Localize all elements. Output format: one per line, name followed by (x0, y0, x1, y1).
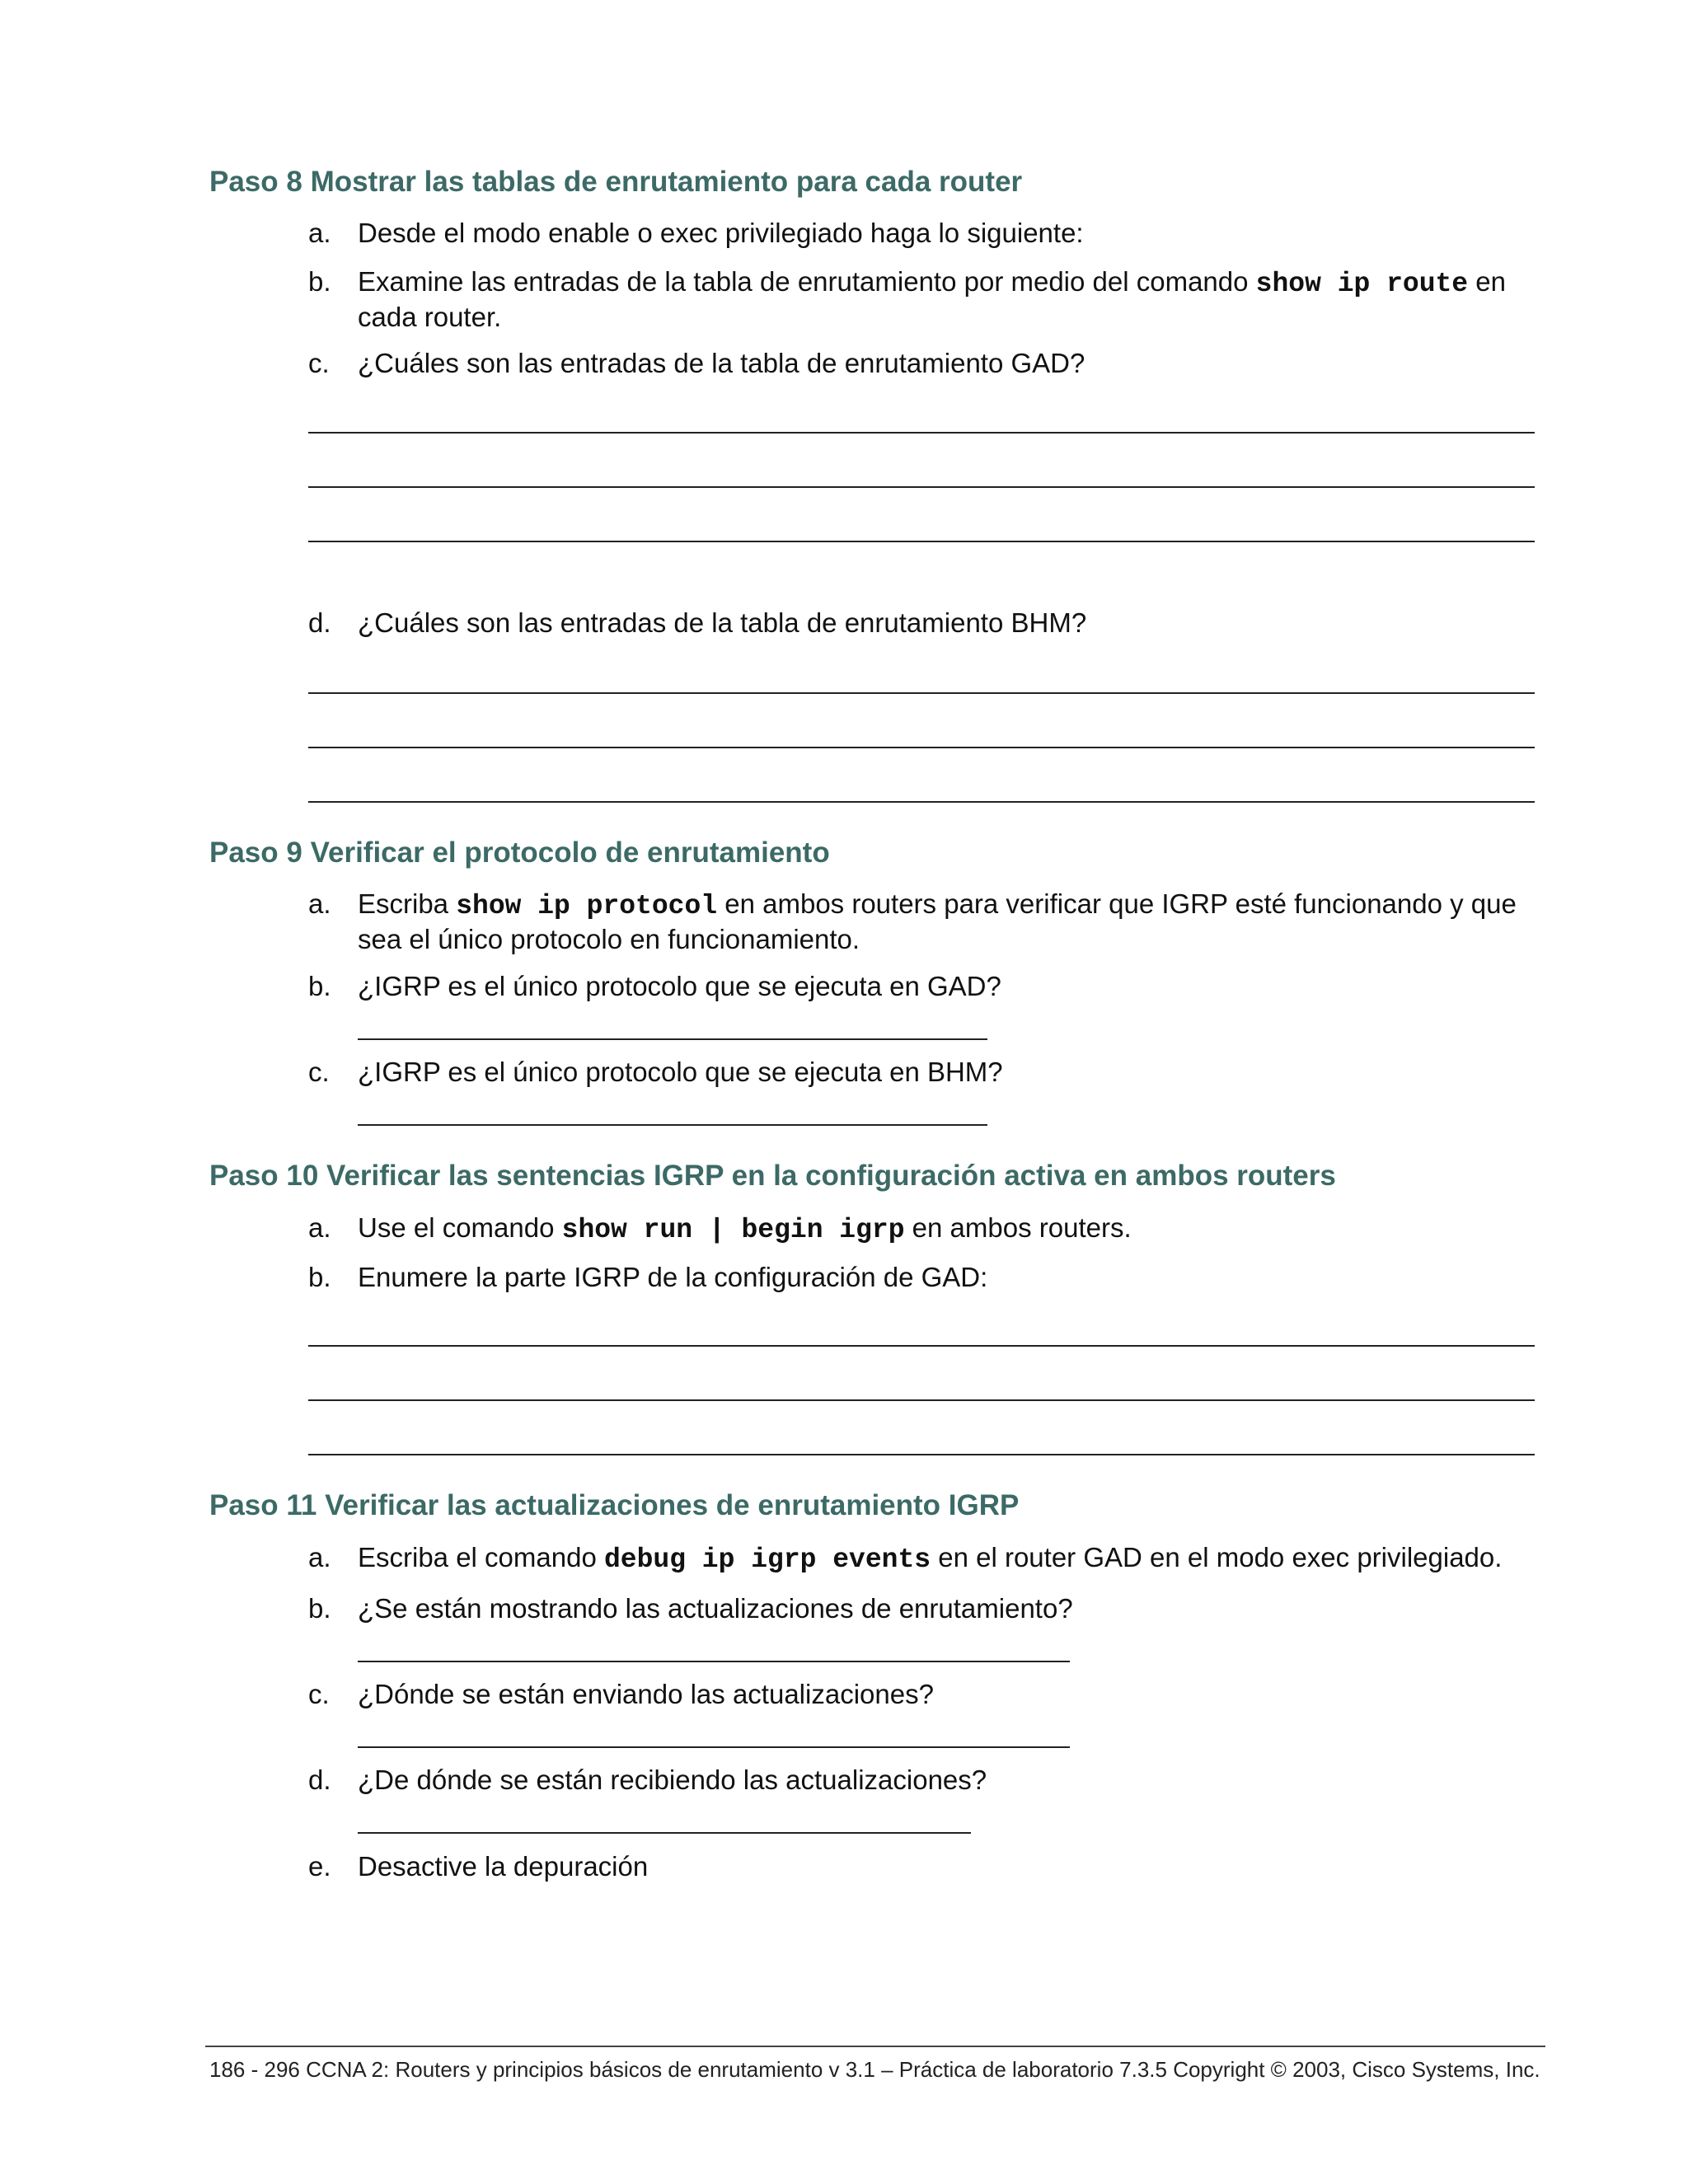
step-8-item-b (308, 265, 1536, 334)
item-letter: c. (308, 1057, 330, 1087)
item-text (358, 265, 1536, 334)
item-letter: b. (308, 1262, 331, 1292)
command-code: show run | begin igrp (561, 1215, 905, 1245)
command-code: show ip protocol (456, 891, 718, 921)
step-8-heading: Paso 8 Mostrar las tablas de enrutamiento para cada router (209, 166, 1023, 198)
item-letter: a. (308, 888, 331, 919)
step-9-item-a (308, 888, 1536, 956)
step-8-item-d (308, 607, 1536, 640)
item-text: ¿IGRP es el único protocolo que se ejecuta en BHM? (358, 1057, 1003, 1087)
step-11-item-c (308, 1678, 1536, 1711)
item-text: ¿Cuáles son las entradas de la tabla de enrutamiento GAD? (358, 348, 1085, 378)
page-footer: 186 - 296 CCNA 2: Routers y principios básicos de enrutamiento v 3.1 – Práctica de laboratorio 7.3.5 Copyright © 2003, Cisco Systems, Inc. (209, 2057, 1540, 2082)
item-letter: a. (308, 1542, 331, 1572)
command-code: debug ip igrp events (603, 1544, 931, 1575)
step-9-item-b (308, 970, 1536, 1003)
answer-line (358, 1124, 987, 1126)
answer-line (308, 747, 1535, 748)
item-text: ¿Dónde se están enviando las actualizaciones? (358, 1679, 934, 1709)
item-letter: c. (308, 348, 330, 378)
item-text: ¿Se están mostrando las actualizaciones de enrutamiento? (358, 1593, 1073, 1624)
item-letter: b. (308, 971, 331, 1001)
item-text: Desactive la depuración (358, 1851, 649, 1882)
item-text: Enumere la parte IGRP de la configuración de GAD: (358, 1262, 988, 1292)
answer-line (308, 801, 1535, 803)
item-text: ¿Cuáles son las entradas de la tabla de enrutamiento BHM? (358, 607, 1087, 638)
item-text (358, 1541, 1536, 1577)
item-letter: b. (308, 266, 331, 297)
step-11-item-d (308, 1764, 1536, 1797)
item-text-post: en ambos routers para verificar que IGRP esté funcionando y que sea el único protocolo en funcionamiento. (358, 888, 1517, 954)
item-text-pre: Escriba (358, 888, 457, 919)
item-letter: b. (308, 1593, 331, 1624)
step-10-item-a (308, 1212, 1536, 1247)
item-text-post: en el router GAD en el modo exec privilegiado. (931, 1542, 1503, 1572)
step-11-heading: Paso 11 Verificar las actualizaciones de enrutamiento IGRP (209, 1489, 1020, 1521)
command-code: show ip route (1255, 269, 1469, 299)
answer-line (358, 1038, 987, 1040)
answer-line (308, 432, 1535, 434)
step-11-item-b (308, 1592, 1536, 1625)
step-9-item-c (308, 1056, 1536, 1089)
item-letter: d. (308, 1765, 331, 1795)
item-letter: a. (308, 1212, 331, 1243)
answer-line (308, 1345, 1535, 1347)
answer-line (358, 1832, 971, 1834)
item-text (358, 1212, 1536, 1247)
step-11-item-a (308, 1541, 1536, 1577)
answer-line (308, 541, 1535, 542)
step-9-heading: Paso 9 Verificar el protocolo de enrutamiento (209, 837, 830, 869)
step-10-heading: Paso 10 Verificar las sentencias IGRP en la configuración activa en ambos routers (209, 1160, 1336, 1192)
item-letter: c. (308, 1679, 330, 1709)
item-text-post: en ambos routers. (904, 1212, 1132, 1243)
item-text-pre: Examine las entradas de la tabla de enrutamiento por medio del comando (358, 266, 1256, 297)
item-letter: d. (308, 607, 331, 638)
step-10-item-b (308, 1261, 1536, 1294)
item-text-post: en cada router. (358, 266, 1506, 332)
item-letter: a. (308, 218, 331, 248)
item-text: ¿De dónde se están recibiendo las actualizaciones? (358, 1765, 987, 1795)
footer-divider (205, 2046, 1545, 2047)
item-text-pre: Escriba el comando (358, 1542, 604, 1572)
answer-line (308, 486, 1535, 488)
step-11-item-e (308, 1850, 1536, 1883)
item-text (358, 888, 1536, 956)
answer-line (358, 1661, 1070, 1662)
answer-line (358, 1746, 1070, 1748)
item-text-pre: Use el comando (358, 1212, 562, 1243)
step-8-item-a (308, 217, 1536, 250)
item-text: ¿IGRP es el único protocolo que se ejecuta en GAD? (358, 971, 1001, 1001)
step-8-item-c (308, 347, 1536, 380)
item-letter: e. (308, 1851, 331, 1882)
answer-line (308, 692, 1535, 694)
item-text: Desde el modo enable o exec privilegiado haga lo siguiente: (358, 218, 1084, 248)
answer-line (308, 1399, 1535, 1401)
answer-line (308, 1454, 1535, 1455)
